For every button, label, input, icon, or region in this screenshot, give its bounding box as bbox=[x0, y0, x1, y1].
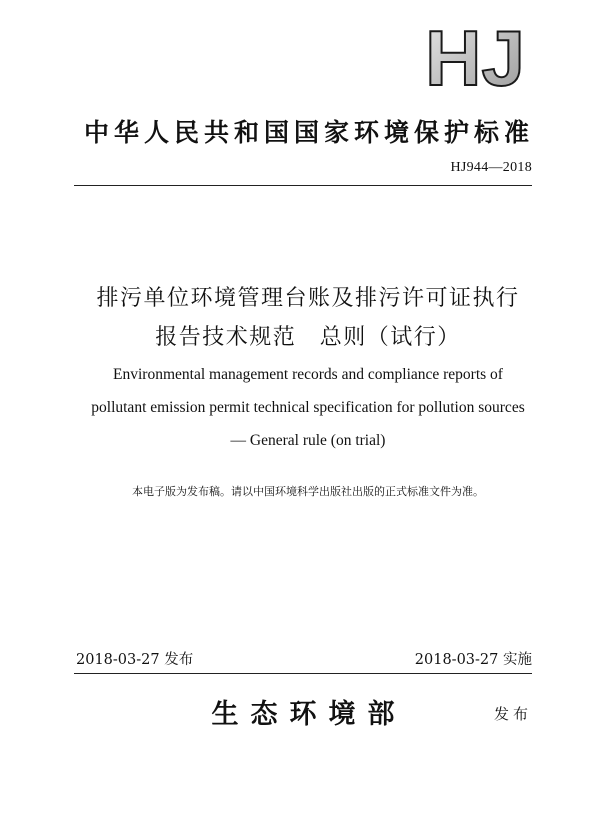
title-chinese-line-2: 报告技术规范 总则（试行） bbox=[155, 325, 461, 350]
issuing-authority: 生态环境部 bbox=[211, 699, 407, 730]
hj-logo-letters: HJ bbox=[425, 22, 525, 92]
title-chinese-line-1: 排污单位环境管理台账及排污许可证执行 bbox=[96, 286, 520, 311]
issued-label: 发布 bbox=[493, 705, 532, 723]
title-english-line-1: Environmental management records and compliance reports of bbox=[113, 366, 503, 383]
hj-logo-graphic bbox=[420, 22, 530, 92]
title-english-line-2: pollutant emission permit technical specification for pollution sources bbox=[91, 399, 525, 416]
standard-family-title: 中华人民共和国国家环境保护标准 bbox=[83, 118, 534, 147]
hj-logo bbox=[420, 22, 530, 92]
title-english-line-3: — General rule (on trial) bbox=[230, 432, 386, 449]
implementation-date: 2018-03-27 实施 bbox=[414, 652, 532, 668]
bottom-divider bbox=[74, 673, 532, 674]
top-divider bbox=[74, 185, 532, 186]
electronic-version-note: 本电子版为发布稿。请以中国环境科学出版社出版的正式标准文件为准。 bbox=[132, 485, 484, 498]
standard-number: HJ944—2018 bbox=[450, 160, 532, 175]
issue-date: 2018-03-27 发布 bbox=[76, 652, 194, 668]
